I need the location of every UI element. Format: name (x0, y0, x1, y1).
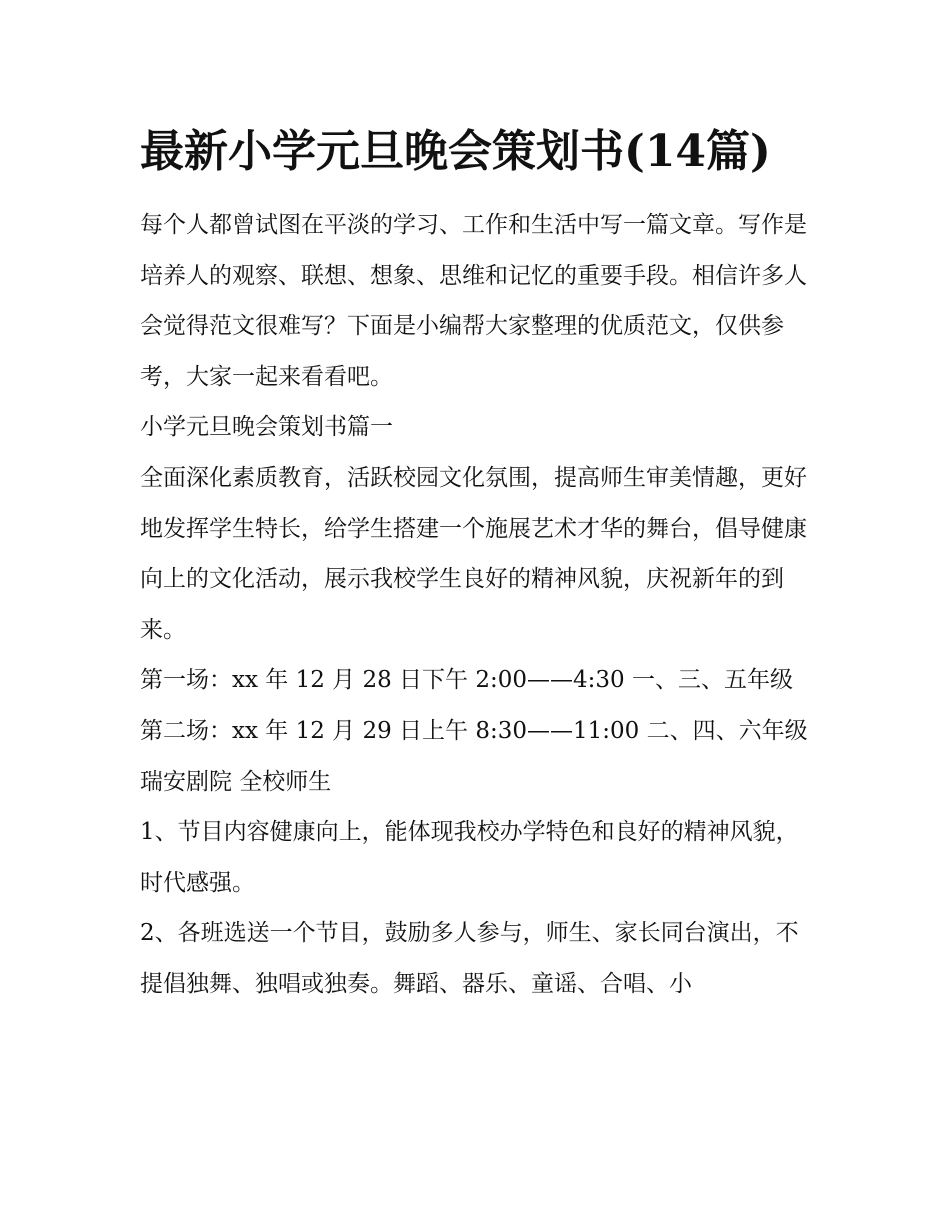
paragraph-intro: 每个人都曾试图在平淡的学习、工作和生活中写一篇文章。写作是培养人的观察、联想、想象、思维和记忆的重要手段。相信许多人会觉得范文很难写？下面是小编帮大家整理的优质范文，仅供参考，大家一起来看看吧。 (140, 212, 807, 390)
paragraph-requirement-2: 2、各班选送一个节目，鼓励多人参与，师生、家长同台演出，不提倡独舞、独唱或独奏。舞蹈、器乐、童谣、合唱、小 (140, 920, 799, 997)
paragraph-purpose: 全面深化素质教育，活跃校园文化氛围，提高师生审美情趣，更好地发挥学生特长，给学生搭建一个施展艺术才华的舞台，倡导健康向上的文化活动，展示我校学生良好的精神风貌，庆祝新年的到来。 (140, 464, 807, 643)
document-body (140, 112, 820, 1010)
document-title: 最新小学元旦晚会策划书(14篇) (140, 126, 771, 177)
section-heading: 小学元旦晚会策划书篇一 (140, 414, 393, 441)
paragraph-requirement-1: 1、节目内容健康向上，能体现我校办学特色和良好的精神风貌，时代感强。 (140, 819, 799, 896)
paragraph-schedule: 第一场：xx 年 12 月 28 日下午 2:00——4:30 一、三、五年级 第二场：xx 年 12 月 29 日上午 8:30——11:00 二、四、六年级 瑞安剧院 全校师生 (140, 667, 808, 795)
